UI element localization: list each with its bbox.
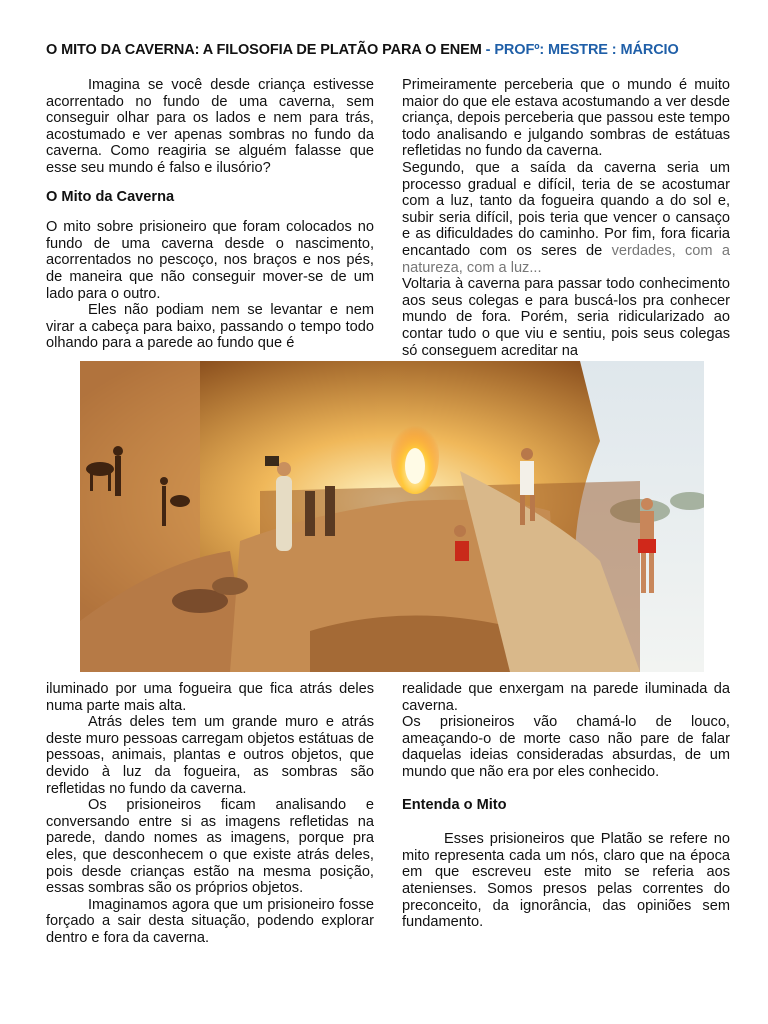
section-heading-mito: O Mito da Caverna — [46, 188, 175, 205]
intro-paragraph: Imagina se você desde criança estivesse acorrentado no fundo de uma caverna, sem conseguir olhar para os lados e nem para trás, acostumado e ver apenas sombras no fundo da caverna. Como reagiria se alguém falasse que esse seu mundo é falso e ilusório? — [46, 77, 374, 176]
paragraph — [402, 160, 730, 276]
paragraph: Atrás deles tem um grande muro e atrás deste muro pessoas carregam objetos estátuas de pessoas, animais, plantas e outros objetos, que devido à luz da fogueira, as sombras são refletidas no fundo da caverna. — [46, 714, 374, 797]
section-heading-entenda: Entenda o Mito — [402, 796, 507, 813]
page-header — [46, 42, 736, 58]
paragraph: iluminado por uma fogueira que fica atrás deles numa parte mais alta. — [46, 681, 374, 714]
paragraph: Imaginamos agora que um prisioneiro fosse forçado a sair desta situação, podendo explorar dentro e fora da caverna. — [46, 896, 374, 946]
column-right-bottom — [402, 681, 730, 931]
paragraph: realidade que enxergam na parede iluminada da caverna. — [402, 681, 730, 714]
paragraph: Esses prisioneiros que Platão se refere no mito representa cada um nós, claro que na época em que escreveu este mito se referia aos atenienses. Somos presos pelas correntes do preconceito, da ignorância, das opiniões sem fundamento. — [402, 831, 730, 931]
paragraph: Os prisioneiros vão chamá-lo de louco, ameaçando-o de morte caso não pare de falar daquelas ideias consideradas absurdas, de um mundo que não era por eles conhecido. — [402, 714, 730, 780]
paragraph-text: Segundo, que a saída da caverna seria um processo gradual e difícil, teria de se acostumar com a luz, tanto da fogueira quando a do sol e, subir seria difícil, pois teria que vencer o cansaço e as dificuldades do caminho. Por fim, fora ficaria encantado com os seres de — [402, 159, 730, 259]
illustration-svg — [80, 361, 704, 672]
paragraph: Voltaria à caverna para passar todo conhecimento aos seus colegas e para buscá-los pra conhecer mundo de fora. Porém, seria ridicularizado ao contar tudo o que viu e sentiu, pois seus colegas só conseguem acreditar na — [402, 276, 730, 359]
column-left-top — [46, 77, 374, 352]
paragraph: O mito sobre prisioneiro que foram colocados no fundo de uma caverna desde o nascimento, acorrentados no pescoço, nos braços e nos pés, de maneira que não conseguir mover-se de um lado para o outro. — [46, 219, 374, 302]
column-left-bottom — [46, 681, 374, 947]
cave-allegory-illustration — [80, 361, 704, 672]
teacher-name: PROFº: MESTRE : MÁRCIO — [494, 42, 679, 58]
column-right-top — [402, 77, 730, 359]
paragraph: Os prisioneiros ficam analisando e conversando entre si as imagens refletidas na parede, dando nomes as imagens, porque pra eles, que desconhecem o que existe atrás deles, pois desde crianças estão na mesma posição, essas sombras são os próprios objetos. — [46, 797, 374, 897]
title-separator: - — [485, 42, 491, 58]
paragraph: Primeiramente perceberia que o mundo é muito maior do que ele estava acostumando a ver desde criança, depois perceberia que passou este tempo todo analisando e julgando sombras de estátuas refletidas no fundo da caverna. — [402, 77, 730, 160]
faded-text: verdades, com a natureza, com a luz... — [402, 242, 730, 276]
document-title: O MITO DA CAVERNA: A FILOSOFIA DE PLATÃO PARA O ENEM — [46, 42, 482, 58]
paragraph: Eles não podiam nem se levantar e nem virar a cabeça para baixo, passando o tempo todo olhando para a parede ao fundo que é — [46, 302, 374, 352]
